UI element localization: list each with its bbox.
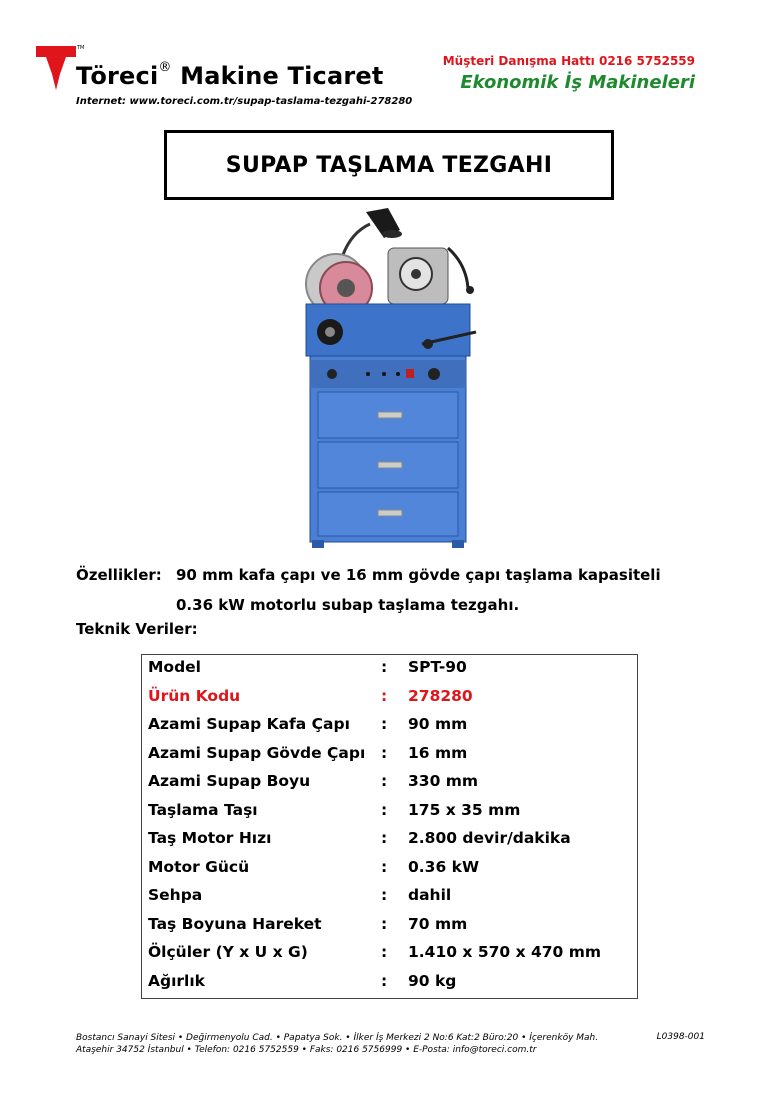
spec-row-product-code: Ürün Kodu : 278280: [148, 686, 473, 705]
spec-row-stem-diameter: Azami Supap Gövde Çapı : 16 mm: [148, 743, 468, 762]
spec-key: Azami Supap Kafa Çapı: [148, 715, 350, 733]
customer-hotline: Müşteri Danışma Hattı 0216 5752559: [442, 54, 695, 68]
spec-key: Sehpa: [148, 886, 203, 904]
spec-value: 175 x 35 mm: [408, 800, 521, 819]
spec-value: 90 mm: [408, 715, 468, 733]
spec-row-valve-length: Azami Supap Boyu : 330 mm: [148, 772, 479, 790]
document-number: L0398-001: [656, 1032, 705, 1042]
spec-key: Model: [148, 658, 201, 676]
footer-line-2: Ataşehir 34752 İstanbul • Telefon: 0216 5752559 • Faks: 0216 5756999 • E-Posta: info@toreci.com.tr: [76, 1045, 537, 1055]
spec-row-dimensions: Ölçüler (Y x U x G) : 1.410 x 570 x 470 mm: [148, 943, 602, 961]
spec-row-stand: Sehpa : dahil: [148, 886, 452, 904]
spec-table: [141, 654, 638, 999]
features-label: Özellikler:: [76, 566, 162, 584]
spec-row-head-diameter: Azami Supap Kafa Çapı : 90 mm: [148, 715, 468, 733]
brand-title: [76, 62, 384, 90]
spec-value: 1.410 x 570 x 470 mm: [408, 943, 602, 961]
title-box: [164, 130, 614, 200]
spec-key: Taş Boyuna Hareket: [148, 914, 322, 933]
company-slogan: Ekonomik İş Makineleri: [460, 72, 695, 93]
spec-key: Motor Gücü: [148, 857, 250, 876]
website-link[interactable]: Internet: www.toreci.com.tr/supap-taslama-tezgahi-278280: [76, 96, 413, 107]
features-line-2: 0.36 kW motorlu subap taşlama tezgahı.: [176, 596, 520, 614]
spec-row-motor-speed: Taş Motor Hızı : 2.800 devir/dakika: [148, 829, 571, 847]
spec-value: dahil: [408, 886, 452, 904]
spec-value: 330 mm: [408, 772, 479, 790]
page-title: SUPAP TAŞLAMA TEZGAHI: [225, 152, 553, 178]
spec-key: Ürün Kodu: [148, 686, 241, 705]
spec-value: 70 mm: [408, 914, 468, 933]
spec-value: 90 kg: [408, 971, 457, 990]
spec-row-weight: Ağırlık : 90 kg: [148, 971, 457, 990]
valve-grinding-machine-image: [288, 204, 488, 552]
spec-row-grinding-stone: Taşlama Taşı : 175 x 35 mm: [148, 800, 521, 819]
features-line-1: 90 mm kafa çapı ve 16 mm gövde çapı taşlama kapasiteli: [176, 566, 661, 584]
valve-head-icon: [388, 248, 474, 304]
spec-key: Taş Motor Hızı: [148, 829, 272, 847]
brand-name: Töreci: [76, 62, 159, 90]
registered-mark: ®: [158, 60, 172, 75]
footer-address: [76, 1032, 598, 1056]
spec-key: Taşlama Taşı: [148, 800, 258, 819]
spec-key: Azami Supap Gövde Çapı: [148, 743, 366, 762]
spec-row-motor-power: Motor Gücü : 0.36 kW: [148, 857, 480, 876]
spec-key: Ölçüler (Y x U x G): [148, 943, 308, 961]
spec-key: Azami Supap Boyu: [148, 772, 311, 790]
logo-tm: TM: [77, 45, 85, 51]
spec-value: 278280: [408, 686, 473, 705]
technical-data-label: Teknik Veriler:: [76, 620, 198, 638]
spec-row-longitudinal-travel: Taş Boyuna Hareket : 70 mm: [148, 914, 468, 933]
footer-line-1: Bostancı Sanayi Sitesi • Değirmenyolu Cad. • Papatya Sok. • İlker İş Merkezi 2 No:6 Kat:2 Büro:20 • İçerenköy Mah.: [76, 1033, 599, 1043]
spec-value: SPT-90: [408, 658, 467, 676]
toreci-logo: [36, 44, 85, 90]
spec-value: 0.36 kW: [408, 857, 480, 876]
spec-key: Ağırlık: [148, 971, 205, 990]
brand-suffix: Makine Ticaret: [180, 62, 384, 90]
spec-value: 2.800 devir/dakika: [408, 829, 571, 847]
spec-row-model: Model : SPT-90: [148, 658, 467, 676]
features-section: [76, 560, 661, 620]
spec-value: 16 mm: [408, 743, 468, 762]
